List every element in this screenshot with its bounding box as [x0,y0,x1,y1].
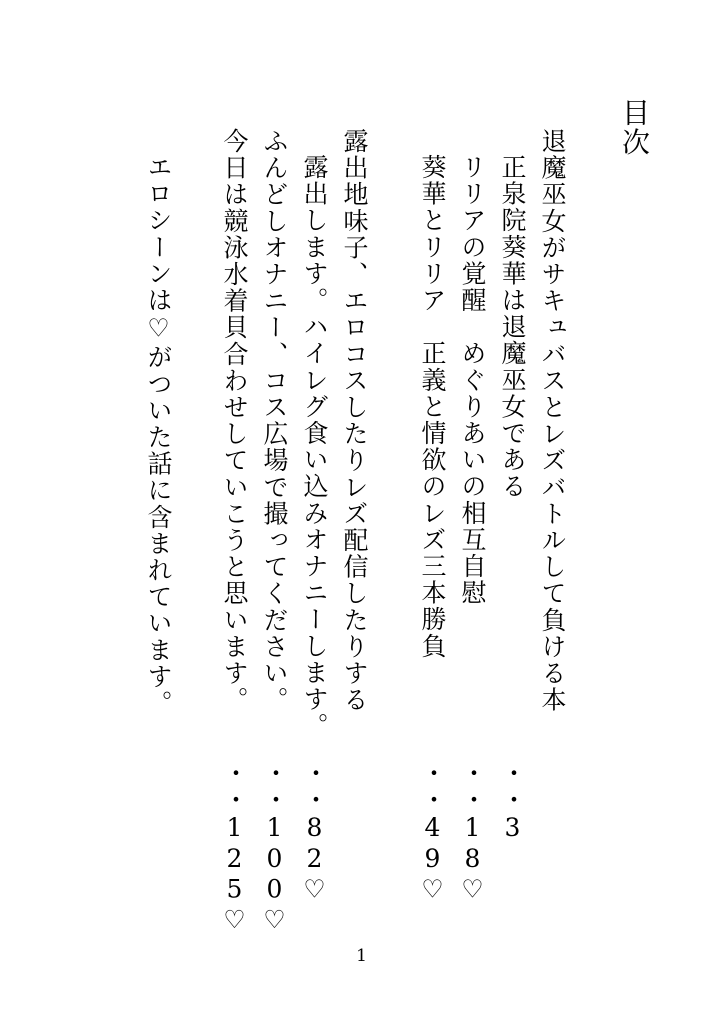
note-text: エロシーンは♡がついた話に含まれています。 [144,154,173,717]
toc-entry-title: 露出します。ハイレグ食い込みオナニーします。 [300,154,329,740]
page-number: 1 [356,946,367,966]
section-heading-1-page: ・・3 [498,760,527,844]
section-heading-1: 退魔巫女がサキュバスとレズバトルして負ける本 [538,128,567,714]
section-heading-2: 露出地味子、エロコスしたりレズ配信したりする [340,128,369,714]
toc-entry-page: ・・100♡ [260,760,289,936]
toc-entry-page: ・・49♡ [418,760,447,905]
toc-entry-page: ・・82♡ [300,760,329,905]
toc-entry-title: 今日は競泳水着貝合わせしていこうと思います。 [220,128,249,714]
toc-entry-page: ・・18♡ [458,760,487,905]
toc-entry-title: リリアの覚醒 めぐりあいの相互自慰 [458,154,487,607]
toc-entry-title: ふんどしオナニー、コス広場で撮ってください。 [260,128,289,714]
toc-entry-page: ・・125♡ [220,760,249,936]
toc-entry-title: 葵華とリリア 正義と情欲のレズ三本勝負 [418,154,447,660]
toc-entry-title: 正泉院葵華は退魔巫女である [498,154,527,500]
page-title: 目次 [618,98,651,158]
